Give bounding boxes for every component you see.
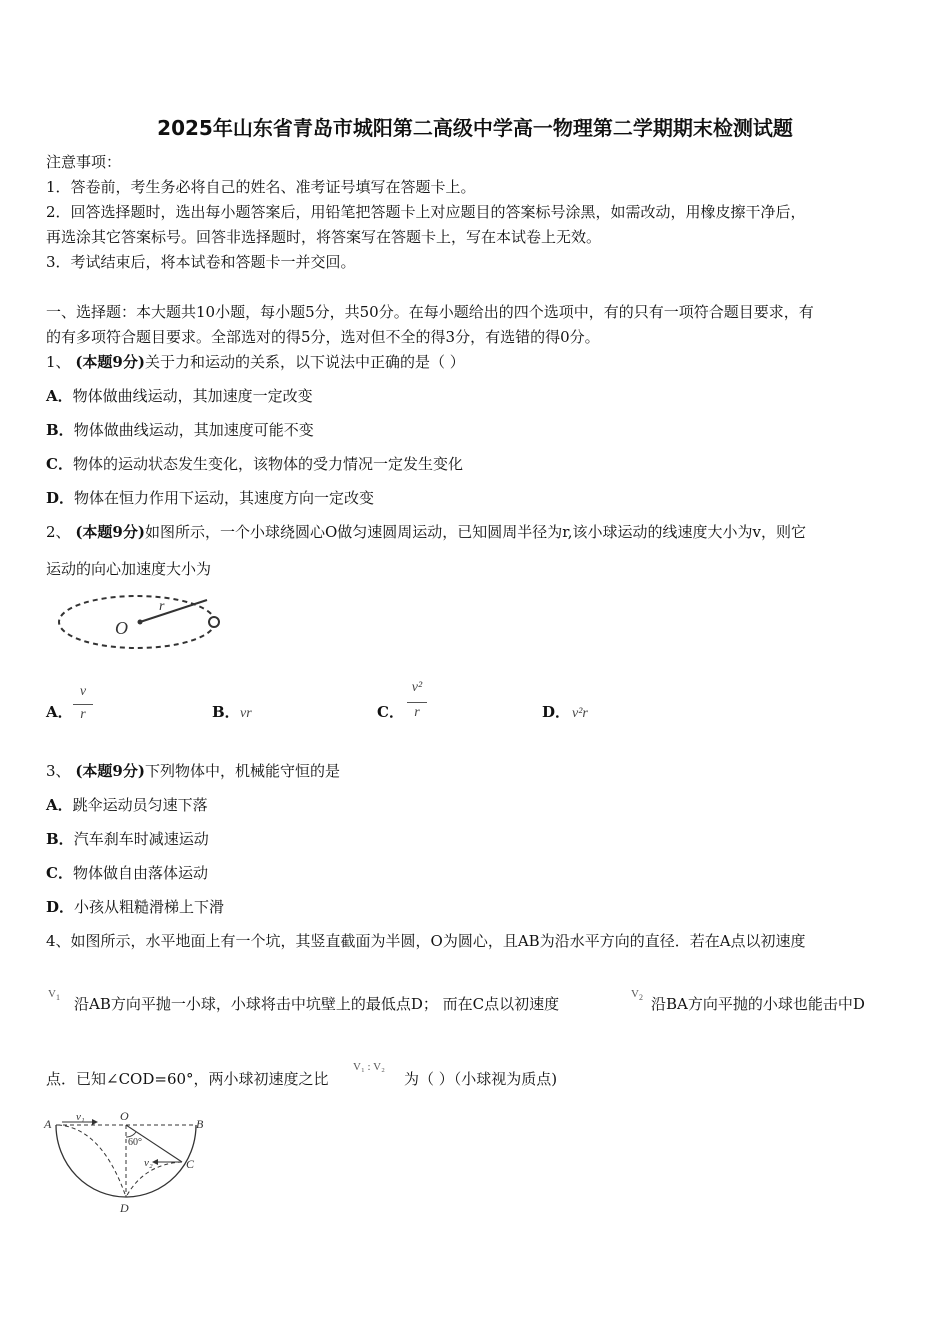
q1-option-c[interactable]: C．物体的运动状态发生变化，该物体的受力情况一定发生变化	[46, 455, 463, 473]
q1-stem	[46, 352, 465, 372]
notice-heading: 注意事项：	[46, 153, 122, 171]
q4-pit-figure	[40, 1108, 215, 1216]
q4-v2-symbol: $V_2$	[631, 988, 643, 1003]
q1-number: 1、	[46, 353, 71, 371]
section-intro-line: 一、选择题：本大题共10小题，每小题5分，共50分。在每小题给出的四个选项中，有的只有一项符合题目要求，有	[46, 303, 814, 321]
q3-option-a[interactable]: A．跳伞运动员匀速下落	[46, 796, 208, 814]
q2-stem-cont: 运动的向心加速度大小为	[46, 560, 212, 578]
label-o: O	[120, 1109, 129, 1123]
notice-item: 1．答卷前，考生务必将自己的姓名、准考证号填写在答题卡上。	[46, 178, 476, 196]
q1-score: (本题9分)	[75, 353, 145, 371]
center-label: O	[115, 618, 128, 638]
q2-option-b-label[interactable]: B．	[212, 703, 240, 721]
q2-option-c-fraction: v² r	[407, 680, 427, 726]
q4-stem-line3b: 为（ ）（小球视为质点)	[404, 1070, 558, 1088]
q2-option-b-expr: vr	[240, 706, 252, 721]
radius-label: r	[159, 599, 165, 614]
page-title: 2025年山东省青岛市城阳第二高级中学高一物理第二学期期末检测试题	[157, 116, 793, 140]
q4-v1-symbol: $V_1$	[48, 988, 60, 1003]
label-angle: 60°	[128, 1137, 142, 1148]
q3-stem: 3、 (本题9分)下列物体中，机械能守恒的是	[46, 762, 340, 780]
q2-option-a-label[interactable]: A．	[46, 703, 73, 721]
center-dot	[138, 620, 143, 625]
label-c: C	[186, 1157, 195, 1171]
q2-option-c-label[interactable]: C．	[377, 703, 404, 721]
q1-option-b[interactable]: B．物体做曲线运动，其加速度可能不变	[46, 421, 314, 439]
v2-arrow-head	[152, 1159, 158, 1165]
q3-option-d[interactable]: D．小孩从粗糙滑梯上下滑	[46, 898, 225, 916]
label-d: D	[120, 1201, 129, 1215]
notice-item: 2．回答选择题时，选出每小题答案后，用铅笔把答题卡上对应题目的答案标号涂黑，如需改动，用橡皮擦干净后，	[46, 203, 806, 221]
radius-line	[140, 600, 207, 622]
q3-option-b[interactable]: B．汽车刹车时减速运动	[46, 830, 209, 848]
q1-option-a[interactable]: A．物体做曲线运动，其加速度一定改变	[46, 387, 313, 405]
q4-stem-line3a: 点．已知∠COD=60°，两小球初速度之比	[46, 1070, 329, 1088]
v1-arrow-head	[92, 1119, 98, 1125]
q4-stem-line2b: 沿BA方向平抛的小球也能击中D	[651, 995, 865, 1013]
q2-stem: 2、 (本题9分)如图所示，一个小球绕圆心O做匀速圆周运动，已知圆周半径为r,该小球运动的线速度大小为v，则它	[46, 523, 807, 541]
q4-stem-line1: 4、如图所示，水平地面上有一个坑，其竖直截面为半圆，O为圆心，且AB为沿水平方向的直径．若在A点以初速度	[46, 932, 806, 950]
trajectory-a	[58, 1125, 126, 1197]
notice-item: 3．考试结束后，将本试卷和答题卡一并交回。	[46, 253, 356, 271]
q2-circle-figure	[55, 592, 225, 652]
section-intro-line: 的有多项符合题目要求。全部选对的得5分，选对但不全的得3分，有选错的得0分。	[46, 328, 600, 346]
q1-text: 关于力和运动的关系，以下说法中正确的是（ ）	[144, 353, 465, 371]
label-v1: v₁	[76, 1111, 85, 1123]
label-v2: v₂	[144, 1157, 153, 1169]
q2-option-d-label[interactable]: D．	[542, 703, 571, 721]
q2-option-d-expr: v²r	[572, 706, 588, 721]
q4-ratio: V₁ : V₂	[353, 1061, 385, 1073]
ball-icon	[209, 617, 219, 627]
q1-option-d[interactable]: D．物体在恒力作用下运动，其速度方向一定改变	[46, 489, 375, 507]
label-a: A	[44, 1117, 52, 1131]
notice-item: 再选涂其它答案标号。回答非选择题时，将答案写在答题卡上，写在本试卷上无效。	[46, 228, 602, 246]
q2-option-a-fraction: v r	[73, 684, 93, 726]
q3-option-c[interactable]: C．物体做自由落体运动	[46, 864, 208, 882]
label-b: B	[196, 1117, 204, 1131]
q4-stem-line2a: 沿AB方向平抛一小球，小球将击中坑壁上的最低点D； 而在C点以初速度	[74, 995, 560, 1013]
orbit-ellipse	[59, 596, 215, 648]
